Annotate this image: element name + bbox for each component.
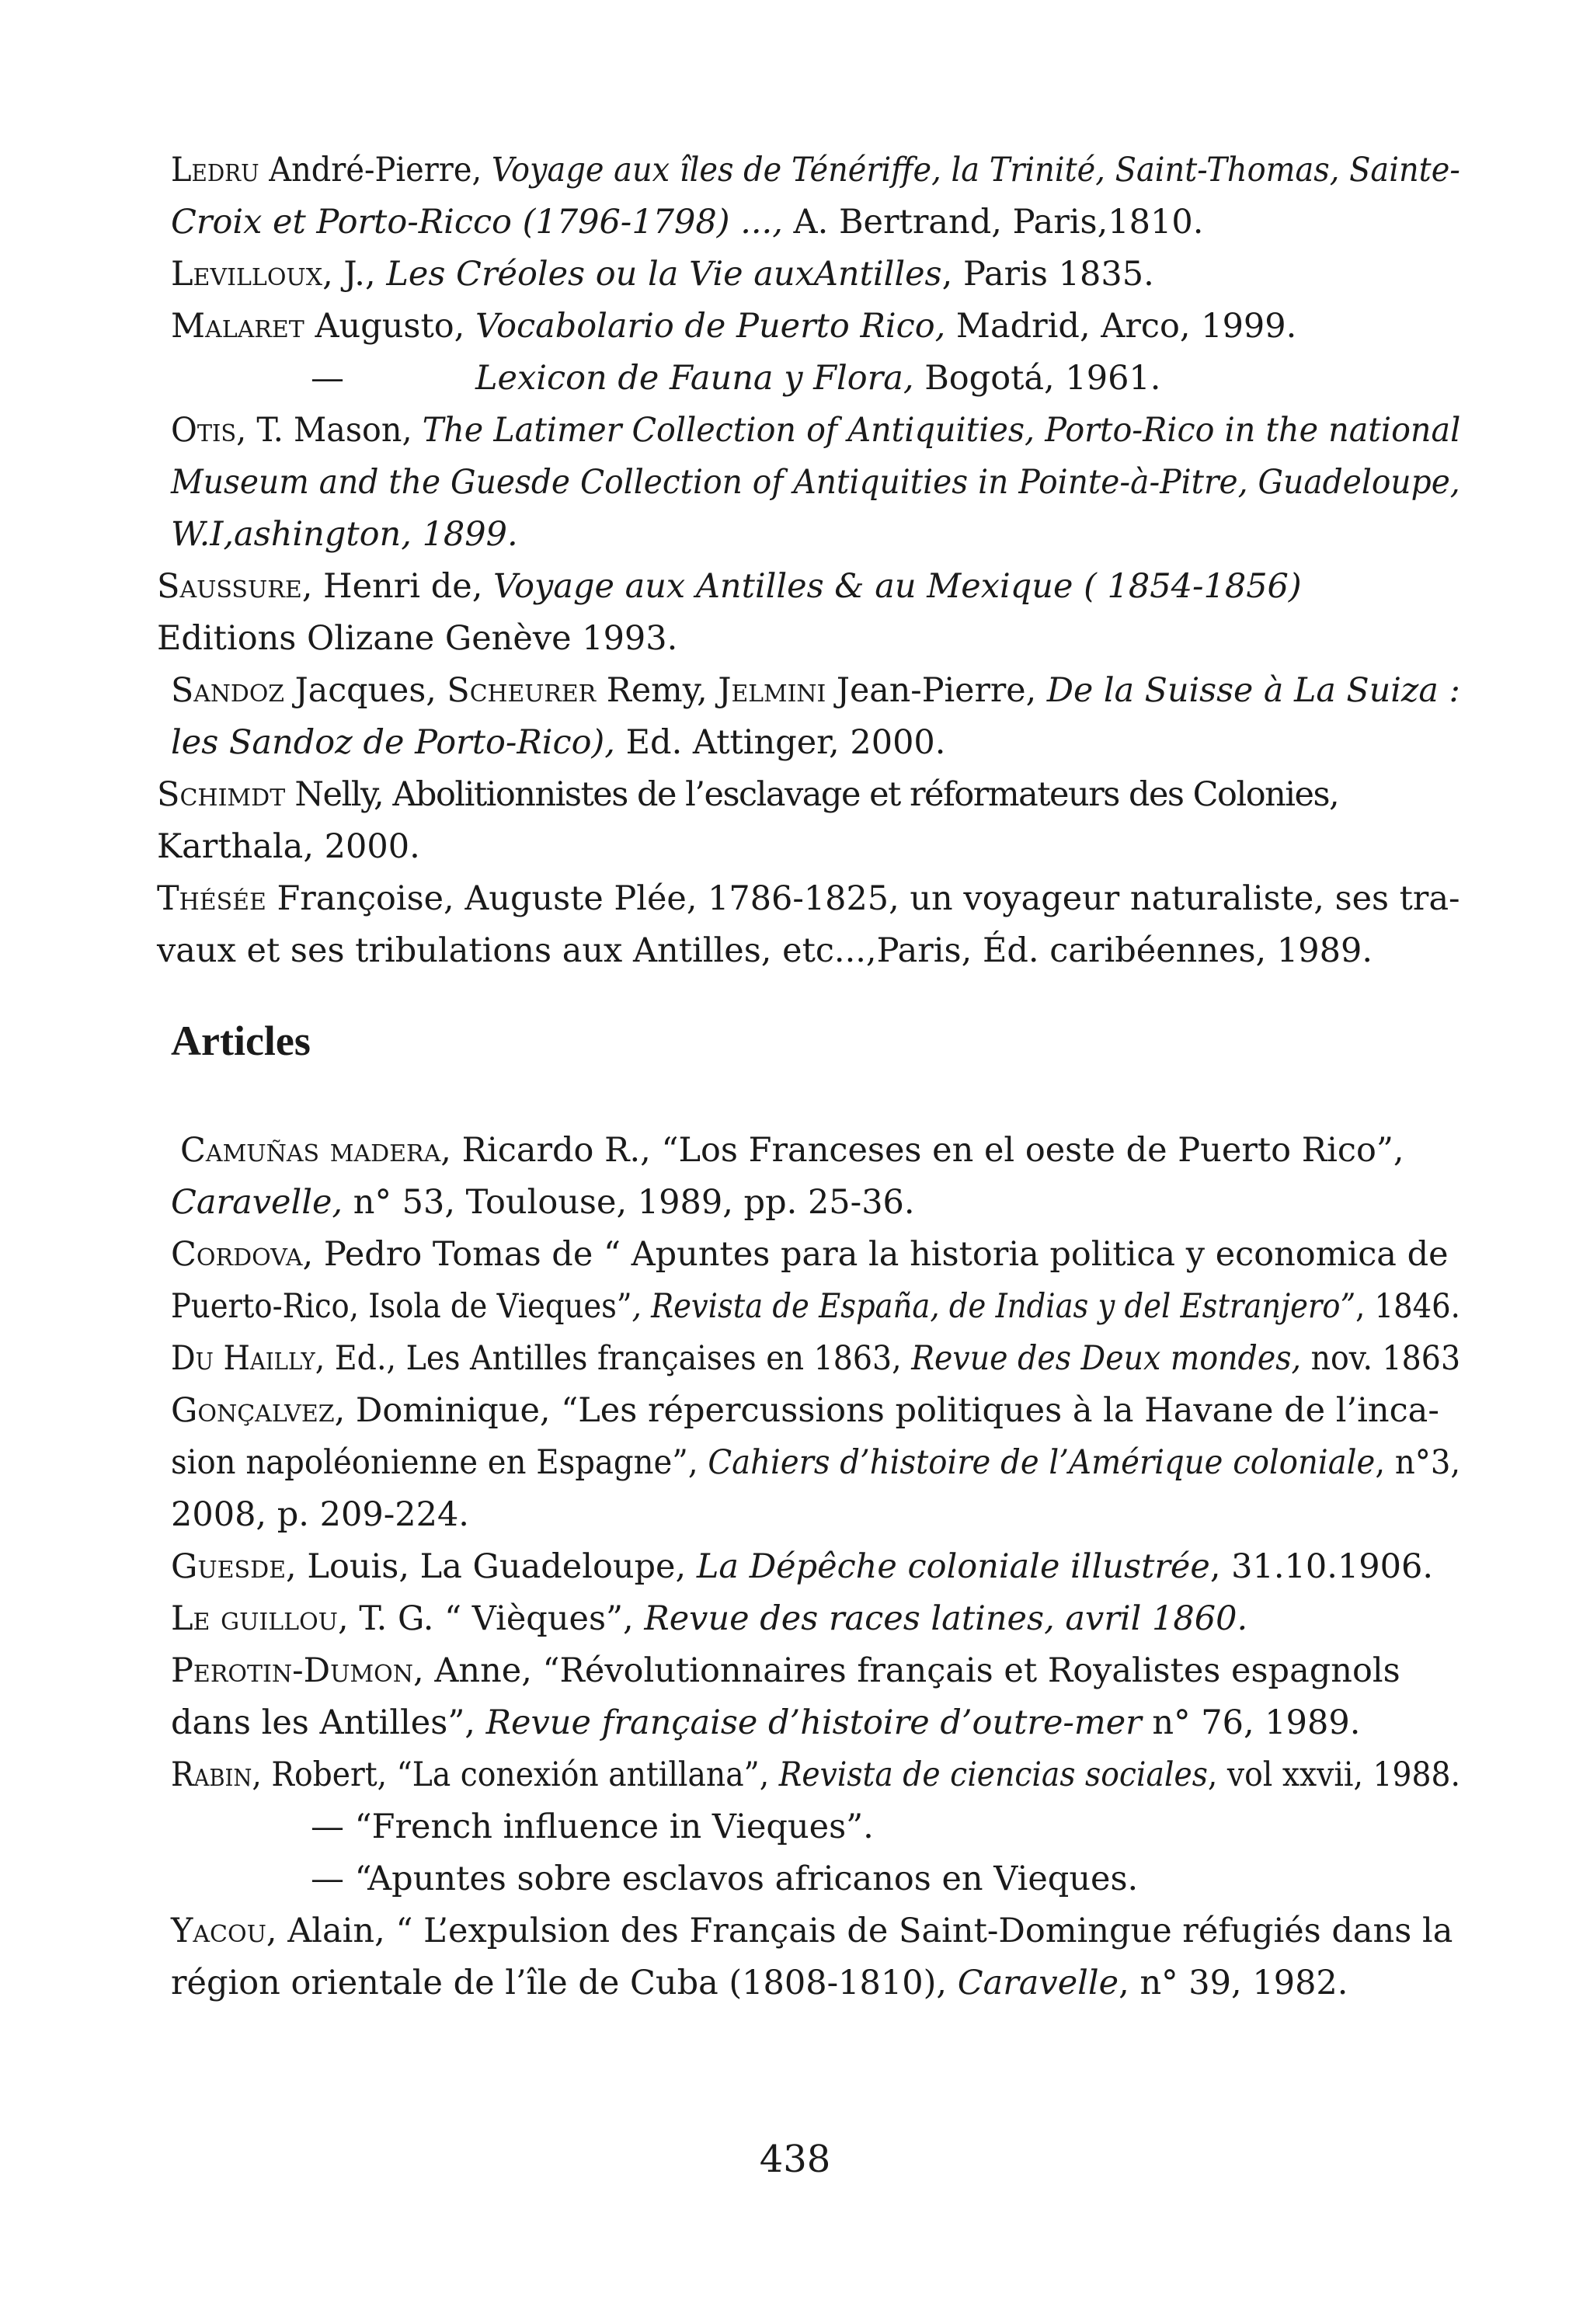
journal-title: Revue des races latines, avril 1860. [644, 1599, 1248, 1638]
article-entry-perotin-line2: dans les Antilles”, Revue française d’histoire d’outre-mer n° 76, 1989. [171, 1703, 1361, 1742]
bib-entry-saussure-line1: Saussure, Henri de, Voyage aux Antilles & au Mexique ( 1854-1856) [157, 567, 1302, 606]
author: Levilloux [171, 255, 323, 294]
bib-entry-lexicon: Lexicon de Fauna y Flora, Bogotá, 1961. [475, 359, 1161, 398]
bib-entry-thesee-line2: vaux et ses tribulations aux Antilles, etc...,Paris, Éd. caribéennes, 1989. [157, 931, 1373, 970]
journal-title: Revue française d’histoire d’outre-mer [485, 1703, 1142, 1742]
bib-entry-levilloux: Levilloux, J., Les Créoles ou la Vie auxAntilles, Paris 1835. [171, 255, 1154, 294]
bib-entry-thesee-line1: Thésée Françoise, Auguste Plée, 1786-1825, un voyageur naturaliste, ses tra- [157, 879, 1460, 918]
article-entry-cordova-line1: Cordova, Pedro Tomas de “ Apuntes para la historia politica y economica de [171, 1235, 1449, 1274]
article-entry-camunas-line1: Camuñas madera, Ricardo R., “Los Franceses en el oeste de Puerto Rico”, [180, 1131, 1404, 1170]
bib-entry-malaret-dash [311, 354, 344, 403]
journal-title: Revue des Deux mondes, [911, 1339, 1302, 1378]
page-number: 438 [759, 2138, 831, 2181]
bib-entry-schimdt-line2: Karthala, 2000. [157, 827, 420, 866]
author: Ledru [171, 151, 259, 190]
article-entry-cordova-line2: Puerto-Rico, Isola de Vieques”, Revista de España, de Indias y del Estranjero”, 1846. [171, 1287, 1460, 1326]
author: Rabin [171, 1755, 252, 1794]
article-entry-perotin-line1: Perotin-Dumon, Anne, “Révolutionnaires français et Royalistes espagnols [171, 1651, 1400, 1690]
author: Perotin-Dumon [171, 1651, 413, 1690]
author: Thésée [157, 879, 266, 918]
bib-entry-ledru-line1: Ledru André-Pierre, Voyage aux îles de Ténériffe, la Trinité, Saint-Thomas, Sainte- [171, 151, 1460, 190]
author: Malaret [171, 307, 304, 346]
repeat-dash: — [311, 359, 344, 398]
journal-title: Caravelle, [171, 1183, 343, 1222]
author: Guesde [171, 1547, 287, 1586]
bib-entry-saussure-line2: Editions Olizane Genève 1993. [157, 619, 678, 658]
journal-title: La Dépêche coloniale illustrée [696, 1547, 1210, 1586]
author: Otis [171, 411, 237, 450]
article-entry-goncalvez-line3: 2008, p. 209-224. [171, 1495, 469, 1534]
author: Le guillou [171, 1599, 338, 1638]
article-entry-duhailly: Du Hailly, Ed., Les Antilles françaises en 1863, Revue des Deux mondes, nov. 1863 [171, 1339, 1461, 1378]
author: Cordova [171, 1235, 303, 1274]
author: Gonçalvez [171, 1391, 335, 1430]
article-entry-leguillou: Le guillou, T. G. “ Vièques”, Revue des races latines, avril 1860. [171, 1599, 1248, 1638]
book-title: Lexicon de Fauna y Flora, [475, 359, 914, 398]
article-entry-rabin-dash1: — “French influence in Vieques”. [311, 1807, 874, 1846]
author: Schimdt [157, 775, 286, 814]
book-title: Voyage aux Antilles & au Mexique ( 1854-1856) [493, 567, 1302, 606]
book-title: Vocabolario de Puerto Rico, [475, 307, 946, 346]
author: Yacou [171, 1912, 266, 1950]
article-entry-guesde: Guesde, Louis, La Guadeloupe, La Dépêche coloniale illustrée, 31.10.1906. [171, 1547, 1434, 1586]
article-entry-goncalvez-line1: Gonçalvez, Dominique, “Les répercussions politiques à la Havane de l’inca- [171, 1391, 1439, 1430]
journal-title: Revista de ciencias sociales [778, 1755, 1208, 1794]
bib-entry-sandoz-line1: Sandoz Jacques, Scheurer Remy, Jelmini Jean-Pierre, De la Suisse à La Suiza : [171, 671, 1460, 710]
article-entry-goncalvez-line2: sion napoléonienne en Espagne”, Cahiers d’histoire de l’Amérique coloniale, n°3, [171, 1443, 1461, 1482]
journal-title: , Revista de España, de Indias y del Estranjero” [631, 1287, 1356, 1326]
article-entry-camunas-line2: Caravelle, n° 53, Toulouse, 1989, pp. 25-36. [171, 1183, 915, 1222]
author: Du Hailly [171, 1339, 315, 1378]
book-title: Les Créoles ou la Vie auxAntilles [386, 255, 942, 294]
journal-title: Cahiers d’histoire de l’Amérique coloniale [708, 1443, 1376, 1482]
book-title: De la Suisse à La Suiza : [1046, 671, 1460, 710]
article-entry-yacou-line2: région orientale de l’île de Cuba (1808-1810), Caravelle, n° 39, 1982. [171, 1964, 1348, 2002]
bib-entry-otis-line2: Museum and the Guesde Collection of Antiquities in Pointe-à-Pitre, Guadeloupe, [171, 463, 1460, 502]
author: Jelmini [718, 671, 826, 710]
bib-entry-ledru-line2: Croix et Porto-Ricco (1796-1798) ..., A. Bertrand, Paris,1810. [171, 203, 1204, 242]
bib-entry-otis-line1: Otis, T. Mason, The Latimer Collection of Antiquities, Porto-Rico in the national [171, 411, 1461, 450]
book-title: The Latimer Collection of Antiquities, Porto-Rico in the national [422, 411, 1461, 450]
author: Scheurer [447, 671, 597, 710]
article-entry-rabin-dash2: — “Apuntes sobre esclavos africanos en Vieques. [311, 1860, 1139, 1898]
book-title: Voyage aux îles de Ténériffe, la Trinité, Saint-Thomas, Sainte- [491, 151, 1460, 190]
author: Sandoz [171, 671, 284, 710]
article-entry-rabin: Rabin, Robert, “La conexión antillana”, Revista de ciencias sociales, vol xxvii, 1988. [171, 1755, 1461, 1794]
article-entry-yacou-line1: Yacou, Alain, “ L’expulsion des Français de Saint-Domingue réfugiés dans la [171, 1912, 1453, 1950]
bib-entry-otis-line3: W.I,ashington, 1899. [171, 515, 518, 554]
author: Camuñas madera [180, 1131, 441, 1170]
bib-entry-sandoz-line2: les Sandoz de Porto-Rico), Ed. Attinger, 2000. [171, 723, 946, 762]
author: Saussure [157, 567, 302, 606]
bib-entry-schimdt-line1: Schimdt Nelly, Abolitionnistes de l’esclavage et réformateurs des Colonies, [157, 775, 1339, 814]
journal-title: Caravelle [957, 1964, 1119, 2002]
bib-entry-malaret: Malaret Augusto, Vocabolario de Puerto Rico, Madrid, Arco, 1999. [171, 307, 1297, 346]
section-heading-articles: Articles [171, 1018, 311, 1064]
